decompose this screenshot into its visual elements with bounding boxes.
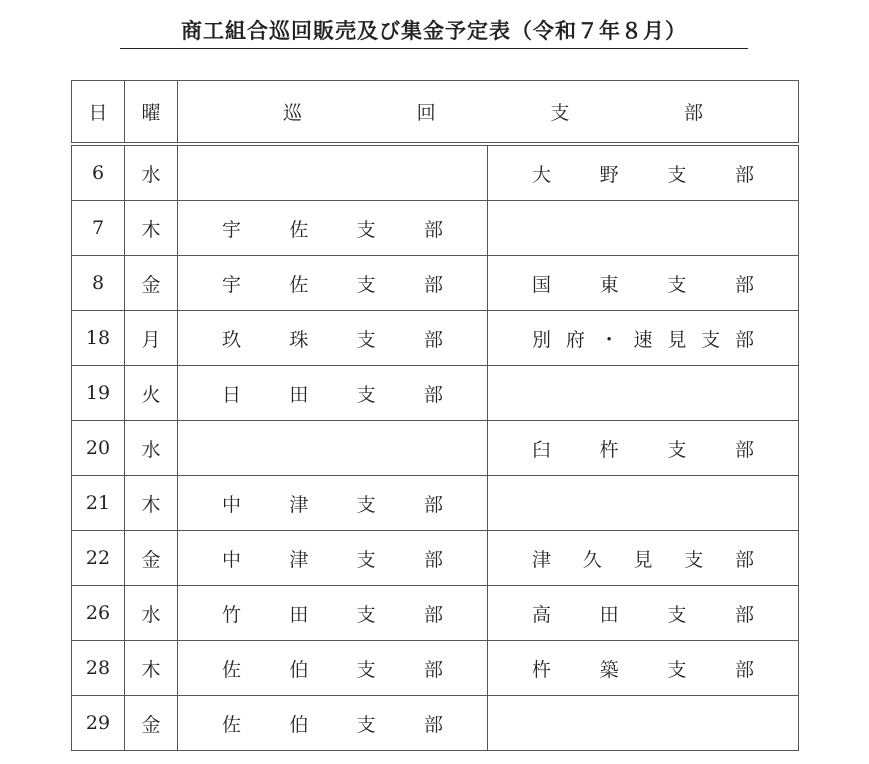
header-weekday: 曜 <box>125 81 178 145</box>
table-row <box>72 531 799 586</box>
table-body <box>72 144 799 751</box>
weekday-cell: 金 <box>125 256 178 311</box>
branch-char: 竹 <box>222 603 242 626</box>
branch-char: 久 <box>582 548 602 571</box>
weekday-cell: 月 <box>125 311 178 366</box>
branch-name <box>178 655 487 682</box>
branch-char: 支 <box>356 713 376 736</box>
branch-char: 杵 <box>532 658 552 681</box>
branch-char: 部 <box>423 383 443 406</box>
branch-char: 津 <box>289 493 309 516</box>
branch-char: 杵 <box>599 438 619 461</box>
weekday-cell: 金 <box>125 531 178 586</box>
header-branch-char: 支 <box>550 102 570 124</box>
weekday-cell: 木 <box>125 476 178 531</box>
branch-char: 伯 <box>289 658 309 681</box>
schedule-table <box>71 80 799 751</box>
branch-char: 野 <box>599 163 619 186</box>
branch-char: 佐 <box>222 658 242 681</box>
header-branch-char: 巡 <box>283 102 303 124</box>
branch-char: 築 <box>599 658 619 681</box>
branch-cell-left <box>178 586 488 641</box>
branch-name <box>488 655 798 682</box>
branch-char: 佐 <box>289 218 309 241</box>
branch-name <box>488 435 798 462</box>
branch-char: 速 <box>633 328 653 351</box>
branch-char: 支 <box>356 218 376 241</box>
branch-cell-right <box>488 256 799 311</box>
branch-char: 東 <box>599 273 619 296</box>
branch-cell-right <box>488 144 799 201</box>
branch-char: 国 <box>532 273 552 296</box>
page-title: 商工組合巡回販売及び集金予定表（令和７年８月） <box>120 14 748 49</box>
table-row <box>72 421 799 476</box>
branch-char: 部 <box>734 548 754 571</box>
branch-char: 田 <box>599 603 619 626</box>
day-cell: 29 <box>72 696 125 751</box>
branch-name <box>178 380 487 407</box>
header-branch-char: 回 <box>416 102 436 124</box>
branch-name <box>178 710 487 737</box>
branch-cell-left <box>178 476 488 531</box>
branch-char: 玖 <box>222 328 242 351</box>
branch-cell-left <box>178 366 488 421</box>
weekday-cell: 木 <box>125 201 178 256</box>
branch-char: 部 <box>734 658 754 681</box>
branch-cell-right <box>488 641 799 696</box>
branch-name <box>178 270 487 297</box>
branch-char: 支 <box>356 658 376 681</box>
branch-char: 支 <box>684 548 704 571</box>
branch-char: 部 <box>423 603 443 626</box>
branch-char: 津 <box>289 548 309 571</box>
header-branch-char: 部 <box>683 102 703 124</box>
table-row <box>72 256 799 311</box>
branch-cell-left <box>178 696 488 751</box>
day-cell: 18 <box>72 311 125 366</box>
weekday-cell: 水 <box>125 144 178 201</box>
branch-char: 宇 <box>222 218 242 241</box>
branch-char: 支 <box>667 163 687 186</box>
branch-char: 部 <box>734 273 754 296</box>
branch-cell-left <box>178 641 488 696</box>
header-day: 日 <box>72 81 125 145</box>
branch-char: 支 <box>667 603 687 626</box>
weekday-cell: 水 <box>125 421 178 476</box>
table-row <box>72 586 799 641</box>
branch-cell-right <box>488 531 799 586</box>
branch-char: 支 <box>356 603 376 626</box>
day-cell: 8 <box>72 256 125 311</box>
weekday-cell: 金 <box>125 696 178 751</box>
branch-cell-left <box>178 144 488 201</box>
day-cell: 22 <box>72 531 125 586</box>
table-row <box>72 696 799 751</box>
branch-name <box>488 160 798 187</box>
day-cell: 19 <box>72 366 125 421</box>
day-cell: 26 <box>72 586 125 641</box>
branch-name <box>488 270 798 297</box>
branch-char: 府 <box>565 328 585 351</box>
table-row <box>72 311 799 366</box>
branch-char: 支 <box>667 438 687 461</box>
branch-name <box>178 325 487 352</box>
header-row <box>72 81 799 145</box>
day-cell: 6 <box>72 144 125 201</box>
branch-name <box>178 600 487 627</box>
branch-char: 支 <box>356 383 376 406</box>
branch-cell-right <box>488 201 799 256</box>
branch-name <box>488 545 798 572</box>
branch-char: 佐 <box>289 273 309 296</box>
branch-char: 別 <box>532 328 552 351</box>
branch-cell-right <box>488 696 799 751</box>
branch-name <box>178 215 487 242</box>
branch-cell-left <box>178 421 488 476</box>
branch-char: 中 <box>222 493 242 516</box>
branch-cell-right <box>488 476 799 531</box>
branch-char: 大 <box>532 163 552 186</box>
branch-char: 部 <box>423 328 443 351</box>
table-row <box>72 366 799 421</box>
day-cell: 28 <box>72 641 125 696</box>
branch-char: 津 <box>532 548 552 571</box>
branch-char: 高 <box>532 603 552 626</box>
header-branch <box>178 81 799 145</box>
branch-char: 部 <box>423 218 443 241</box>
branch-cell-left <box>178 256 488 311</box>
branch-cell-right <box>488 311 799 366</box>
branch-cell-right <box>488 366 799 421</box>
branch-char: 珠 <box>289 328 309 351</box>
branch-name <box>178 490 487 517</box>
branch-char: 部 <box>734 438 754 461</box>
weekday-cell: 火 <box>125 366 178 421</box>
branch-char: 見 <box>667 328 687 351</box>
branch-cell-left <box>178 201 488 256</box>
branch-char: 支 <box>667 273 687 296</box>
table-row <box>72 476 799 531</box>
table-row <box>72 144 799 201</box>
branch-char: 支 <box>356 273 376 296</box>
weekday-cell: 水 <box>125 586 178 641</box>
branch-char: 中 <box>222 548 242 571</box>
branch-char: 部 <box>734 328 754 351</box>
weekday-cell: 木 <box>125 641 178 696</box>
branch-char: 支 <box>667 658 687 681</box>
branch-cell-left <box>178 311 488 366</box>
branch-char: 部 <box>734 163 754 186</box>
branch-char: 日 <box>222 383 242 406</box>
branch-char: 部 <box>734 603 754 626</box>
branch-char: 佐 <box>222 713 242 736</box>
branch-char: 宇 <box>222 273 242 296</box>
branch-char: 部 <box>423 713 443 736</box>
branch-char: 伯 <box>289 713 309 736</box>
branch-char: 部 <box>423 493 443 516</box>
branch-char: 支 <box>356 328 376 351</box>
table-row <box>72 641 799 696</box>
day-cell: 20 <box>72 421 125 476</box>
branch-char: 臼 <box>532 438 552 461</box>
branch-char: ・ <box>599 328 619 351</box>
branch-cell-left <box>178 531 488 586</box>
branch-char: 部 <box>423 548 443 571</box>
day-cell: 7 <box>72 201 125 256</box>
table-header <box>72 81 799 145</box>
branch-name <box>488 600 798 627</box>
branch-char: 田 <box>289 603 309 626</box>
branch-char: 部 <box>423 273 443 296</box>
branch-name <box>488 325 798 352</box>
table-row <box>72 201 799 256</box>
branch-cell-right <box>488 586 799 641</box>
day-cell: 21 <box>72 476 125 531</box>
branch-char: 支 <box>356 493 376 516</box>
branch-char: 見 <box>633 548 653 571</box>
branch-char: 田 <box>289 383 309 406</box>
branch-char: 部 <box>423 658 443 681</box>
branch-char: 支 <box>356 548 376 571</box>
branch-char: 支 <box>701 328 721 351</box>
branch-name <box>178 545 487 572</box>
branch-cell-right <box>488 421 799 476</box>
